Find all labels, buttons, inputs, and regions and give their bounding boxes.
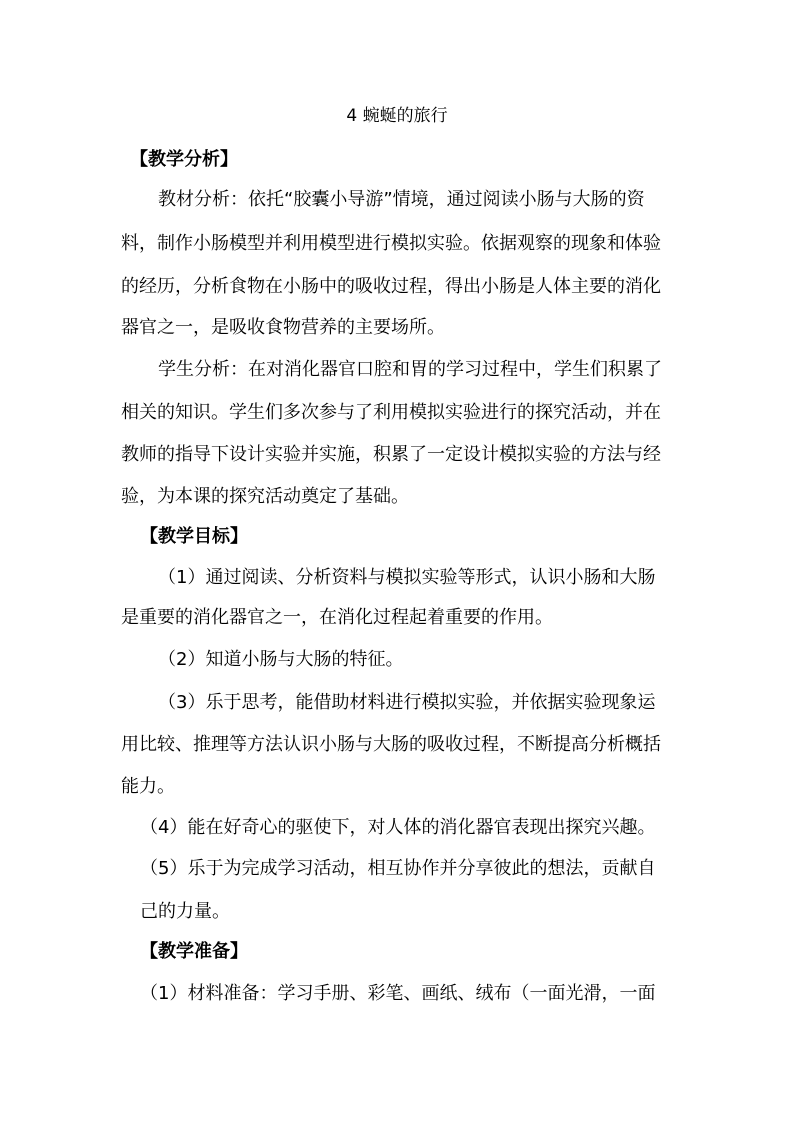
heading-analysis: 【教学分析】 bbox=[130, 149, 238, 170]
paragraph-line: 教材分析：依托“胶囊小导游”情境，通过阅读小肠与大肠的资 bbox=[158, 189, 645, 210]
paragraph-line: 验，为本课的探究活动奠定了基础。 bbox=[121, 486, 409, 507]
paragraph-line: 相关的知识。学生们多次参与了利用模拟实验进行的探究活动，并在 bbox=[121, 402, 661, 423]
goal-line: （4）能在好奇心的驱使下，对人体的消化器官表现出探究兴趣。 bbox=[140, 817, 656, 838]
goal-line: 用比较、推理等方法认识小肠与大肠的吸收过程，不断提高分析概括 bbox=[121, 734, 661, 755]
goal-line: （2）知道小肠与大肠的特征。 bbox=[158, 649, 404, 670]
paragraph-line: 器官之一，是吸收食物营养的主要场所。 bbox=[121, 317, 445, 338]
paragraph-line: 学生分析：在对消化器官口腔和胃的学习过程中，学生们积累了 bbox=[158, 359, 662, 380]
goal-line: 己的力量。 bbox=[140, 901, 230, 922]
goal-line: （1）通过阅读、分析资料与模拟实验等形式，认识小肠和大肠 bbox=[158, 567, 656, 588]
goal-line: 能力。 bbox=[121, 776, 175, 797]
heading-prep: 【教学准备】 bbox=[140, 941, 248, 962]
paragraph-line: 料，制作小肠模型并利用模型进行模拟实验。依据观察的现象和体验 bbox=[121, 233, 661, 254]
prep-line: （1）材料准备：学习手册、彩笔、画纸、绒布（一面光滑，一面 bbox=[140, 983, 656, 1004]
goal-line: （5）乐于为完成学习活动，相互协作并分享彼此的想法，贡献自 bbox=[140, 858, 656, 879]
goal-line: 是重要的消化器官之一，在消化过程起着重要的作用。 bbox=[121, 607, 553, 628]
goal-line: （3）乐于思考，能借助材料进行模拟实验，并依据实验现象运 bbox=[158, 692, 656, 713]
heading-goals: 【教学目标】 bbox=[140, 526, 248, 547]
paragraph-line: 的经历，分析食物在小肠中的吸收过程，得出小肠是人体主要的消化 bbox=[121, 276, 661, 297]
lesson-title: 4 蜿蜒的旅行 bbox=[346, 106, 448, 126]
paragraph-line: 教师的指导下设计实验并实施，积累了一定设计模拟实验的方法与经 bbox=[121, 444, 661, 465]
